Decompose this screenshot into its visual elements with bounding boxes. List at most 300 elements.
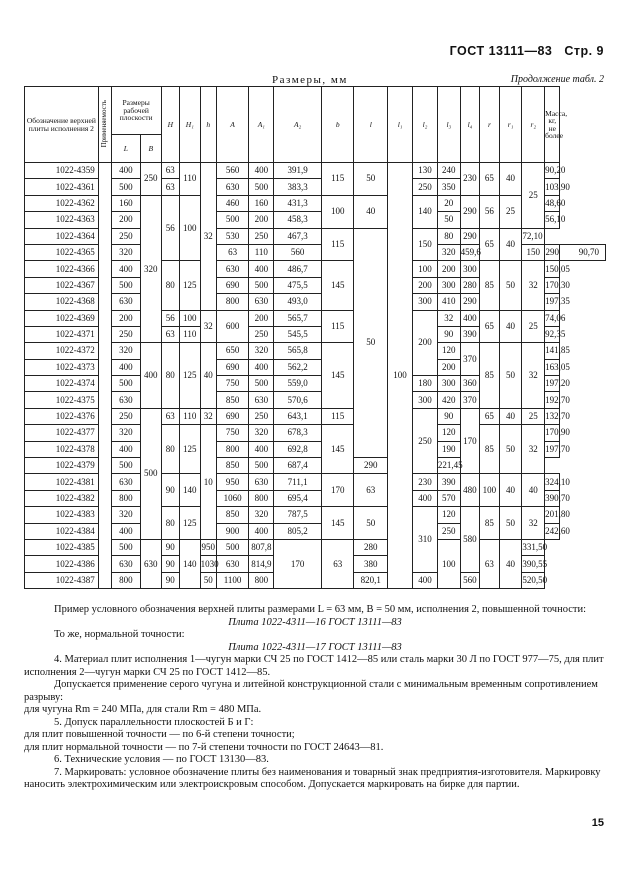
cell-L: 400	[111, 441, 140, 457]
cell-H1: 110	[180, 408, 201, 424]
cell-mass: 141,85	[545, 343, 560, 359]
cell-H: 63	[161, 179, 179, 195]
cell-A1: 500	[249, 458, 274, 474]
cell-mass: 192,70	[545, 392, 560, 408]
cell-H: 90	[161, 474, 179, 507]
cell-A: 650	[216, 343, 249, 359]
cell-l3: 240	[437, 163, 460, 179]
cell-H1: 100	[180, 310, 201, 326]
clause-4-allowance: Допускается применение серого чугуна и литейной конструкционной стали с минимальным временным сопротивлением разрыву:	[24, 679, 598, 703]
cell-A: 950	[200, 539, 216, 555]
cell-b: 145	[321, 343, 354, 409]
cell-A1: 800	[249, 572, 274, 588]
cell-l2: 300	[413, 294, 438, 310]
cell-A2: 807,8	[249, 539, 274, 555]
cell-l4: 360	[460, 376, 480, 392]
cell-H: 90	[161, 539, 179, 555]
cell-L: 320	[111, 244, 140, 260]
cell-l3: 250	[437, 523, 460, 539]
cell-l2: 130	[413, 163, 438, 179]
cell-r2: 25	[522, 408, 545, 424]
cell-r2: 32	[522, 507, 545, 540]
cell-A1: 500	[216, 539, 249, 555]
cell-l2: 140	[413, 195, 438, 228]
col-L: L	[111, 135, 140, 163]
clause-4-values: для чугуна Rm = 240 МПа, для стали Rm = 480 МПа.	[24, 704, 262, 715]
cell-A: 900	[216, 523, 249, 539]
cell-A1: 500	[249, 376, 274, 392]
cell-l4: 290	[460, 228, 480, 244]
cell-r: 85	[480, 507, 500, 540]
cell-A: 1060	[216, 490, 249, 506]
cell-r: 100	[437, 539, 460, 588]
cell-l2: 100	[413, 261, 438, 277]
same-normal-accuracy: То же, нормальной точности:	[54, 629, 185, 640]
table-continuation: Продолжение табл. 2	[510, 74, 604, 85]
cell-l2: 180	[413, 376, 438, 392]
cell-H1: 110	[249, 244, 274, 260]
cell-l4: 370	[460, 392, 480, 408]
col-work-size: Размеры рабочей плоскости	[111, 87, 161, 135]
cell-l3: 90	[437, 408, 460, 424]
cell-L: 630	[111, 294, 140, 310]
cell-L: 320	[111, 507, 140, 523]
cell-H1: 125	[180, 425, 201, 474]
cell-A1: 160	[249, 195, 274, 211]
cell-A2: 391,9	[274, 163, 322, 179]
cell-designation: 1022-4381	[25, 474, 99, 490]
col-l3: l₃	[437, 87, 460, 163]
cell-designation: 1022-4379	[25, 458, 99, 474]
cell-H1: 140	[180, 474, 201, 507]
cell-H: 63	[161, 408, 179, 424]
cell-A1: 500	[249, 277, 274, 293]
cell-r1: 40	[499, 474, 522, 507]
cell-l3: 570	[437, 490, 460, 506]
cell-mass: 197,70	[545, 441, 560, 457]
cell-A1: 320	[437, 244, 460, 260]
cell-l2: 230	[413, 474, 438, 490]
cell-L: 500	[111, 376, 140, 392]
cell-A2: 559,0	[274, 376, 322, 392]
cell-l3: 200	[437, 261, 460, 277]
cell-designation: 1022-4387	[25, 572, 99, 588]
cell-A1: 200	[249, 310, 274, 326]
example-paragraph: Пример условного обозначения верхней плиты размерами L = 63 мм, B = 50 мм, исполнения 2, повышенной точности:	[54, 604, 587, 615]
col-b: b	[321, 87, 354, 163]
cell-l4: 290	[460, 294, 480, 310]
cell-r1: 40	[499, 408, 522, 424]
cell-H: 80	[161, 343, 179, 409]
cell-A: 800	[216, 441, 249, 457]
col-A1: A₁	[249, 87, 274, 163]
cell-H1: 125	[180, 507, 201, 540]
cell-l2: 310	[413, 507, 438, 573]
cell-H1: 100	[180, 195, 201, 261]
cell-l4: 290	[545, 244, 560, 260]
cell-B: 630	[140, 539, 161, 588]
cell-A2: 695,4	[274, 490, 322, 506]
cell-L: 400	[111, 163, 140, 179]
applicability-cell	[98, 163, 111, 589]
cell-designation: 1022-4362	[25, 195, 99, 211]
cell-A2: 493,0	[274, 294, 322, 310]
cell-mass: 242,60	[545, 523, 560, 539]
cell-A: 800	[216, 294, 249, 310]
cell-H: 80	[161, 507, 179, 540]
cell-A: 530	[216, 228, 249, 244]
cell-A2: 814,9	[249, 556, 274, 572]
cell-l3: 560	[460, 572, 480, 588]
cell-r2: 32	[522, 261, 545, 310]
cell-r1: 50	[499, 343, 522, 409]
cell-A2: 687,4	[274, 458, 322, 474]
cell-A: 560	[274, 244, 322, 260]
cell-l4: 580	[460, 507, 480, 573]
cell-l2: 150	[413, 228, 438, 261]
cell-h: 10	[200, 425, 216, 540]
col-r2: r₂	[522, 87, 545, 163]
cell-l3: 80	[437, 228, 460, 244]
cell-H1: 110	[180, 326, 201, 342]
cell-b: 145	[321, 425, 354, 474]
cell-l3: 290	[354, 458, 388, 474]
cell-r1: 40	[499, 163, 522, 196]
cell-l: 63	[321, 539, 354, 588]
cell-A1: 630	[249, 294, 274, 310]
cell-A1: 320	[249, 343, 274, 359]
cell-A2: 692,8	[274, 441, 322, 457]
cell-l3: 300	[437, 376, 460, 392]
cell-r: 100	[480, 474, 500, 507]
cell-l4: 480	[460, 474, 480, 507]
cell-L: 400	[111, 359, 140, 375]
cell-H1: 110	[180, 163, 201, 196]
cell-A2: 565,8	[274, 343, 322, 359]
cell-A1: 400	[249, 261, 274, 277]
cell-A: 630	[216, 179, 249, 195]
cell-L: 320	[111, 425, 140, 441]
cell-H1: 125	[180, 261, 201, 310]
cell-L: 630	[111, 474, 140, 490]
cell-l3: 150	[522, 244, 545, 260]
table-units: Размеры, мм	[272, 74, 348, 86]
cell-A: 950	[216, 474, 249, 490]
cell-H: 80	[161, 425, 179, 474]
cell-l2: 200	[413, 310, 438, 376]
cell-designation: 1022-4363	[25, 212, 99, 228]
col-mass: Масса, кг, не более	[545, 87, 560, 163]
cell-A1: 400	[249, 441, 274, 457]
gost-title: ГОСТ 13111—83	[449, 44, 553, 58]
cell-A1: 320	[249, 425, 274, 441]
cell-L: 250	[111, 408, 140, 424]
cell-L: 800	[111, 490, 140, 506]
cell-mass: 331,50	[522, 539, 545, 555]
cell-A1: 500	[249, 179, 274, 195]
cell-r2: 25	[522, 310, 545, 343]
cell-L: 400	[111, 523, 140, 539]
cell-mass: 92,35	[545, 326, 560, 342]
cell-H: 63	[216, 244, 249, 260]
cell-r1: 50	[499, 507, 522, 540]
cell-l2: 400	[413, 572, 438, 588]
cell-mass: 72,10	[522, 228, 545, 244]
cell-l: 63	[354, 474, 388, 507]
cell-L: 500	[111, 179, 140, 195]
cell-designation: 1022-4372	[25, 343, 99, 359]
cell-l3: 280	[354, 539, 388, 555]
cell-designation: 1022-4371	[25, 326, 99, 342]
cell-A2: 805,2	[274, 523, 322, 539]
col-A: A	[216, 87, 249, 163]
cell-l3: 350	[437, 179, 460, 195]
cell-h: 32	[200, 408, 216, 424]
cell-l4: 230	[460, 163, 480, 196]
cell-A1: 320	[249, 507, 274, 523]
cell-A: 750	[216, 425, 249, 441]
cell-designation: 1022-4369	[25, 310, 99, 326]
cell-b: 115	[321, 163, 354, 196]
cell-A1: 400	[249, 163, 274, 179]
cell-r: 65	[480, 310, 500, 343]
col-H: H	[161, 87, 179, 163]
col-l2: l₂	[413, 87, 438, 163]
col-applicability: Применяемость	[98, 87, 111, 163]
cell-A1: 630	[249, 474, 274, 490]
cell-A2: 678,3	[274, 425, 322, 441]
cell-H1: 140	[180, 539, 201, 588]
cell-l4: 290	[460, 195, 480, 228]
page-label: Стр. 9	[564, 44, 604, 58]
cell-A1: 800	[249, 490, 274, 506]
cell-A: 1100	[216, 572, 249, 588]
cell-r1: 50	[499, 425, 522, 474]
cell-designation: 1022-4359	[25, 163, 99, 179]
cell-l3: 120	[437, 343, 460, 359]
cell-A2: 562,2	[274, 359, 322, 375]
cell-r2: 32	[522, 425, 545, 474]
cell-r1: 25	[499, 195, 522, 228]
cell-l3: 120	[437, 425, 460, 441]
cell-l2: 300	[413, 392, 438, 408]
col-r1: r₁	[499, 87, 522, 163]
cell-mass: 163,05	[545, 359, 560, 375]
cell-A: 630	[216, 261, 249, 277]
cell-H: 63	[161, 326, 179, 342]
cell-l4: 280	[460, 277, 480, 293]
cell-r: 65	[480, 228, 500, 261]
cell-designation: 1022-4375	[25, 392, 99, 408]
cell-l3: 90	[437, 326, 460, 342]
cell-designation: 1022-4366	[25, 261, 99, 277]
cell-H: 90	[161, 556, 179, 572]
cell-A2: 458,3	[274, 212, 322, 228]
cell-r: 85	[480, 425, 500, 474]
col-B: B	[140, 135, 161, 163]
cell-A: 850	[216, 507, 249, 523]
cell-A: 690	[216, 408, 249, 424]
cell-l2: 400	[413, 490, 438, 506]
cell-r: 65	[480, 408, 500, 424]
cell-L: 320	[111, 343, 140, 359]
cell-A1: 250	[249, 408, 274, 424]
cell-A1: 250	[249, 228, 274, 244]
cell-A2: 383,3	[274, 179, 322, 195]
cell-A: 850	[216, 458, 249, 474]
page-header	[450, 44, 604, 58]
cell-A2: 545,5	[274, 326, 322, 342]
cell-designation: 1022-4373	[25, 359, 99, 375]
cell-L: 800	[111, 572, 140, 588]
cell-h: 40	[200, 343, 216, 409]
cell-B: 250	[140, 163, 161, 196]
clause-4: 4. Материал плит исполнения 1—чугун марки СЧ 25 по ГОСТ 1412—85 или сталь марки 30 Л по ГОСТ 977—75, для плит исполнения 2—чугун марки СЧ 25 по ГОСТ 1412—85.	[24, 654, 604, 678]
cell-designation: 1022-4364	[25, 228, 99, 244]
cell-L: 160	[111, 195, 140, 211]
cell-r1: 40	[499, 228, 522, 261]
cell-mass: 221,45	[437, 458, 460, 474]
cell-designation: 1022-4367	[25, 277, 99, 293]
cell-A2: 475,5	[274, 277, 322, 293]
cell-designation: 1022-4382	[25, 490, 99, 506]
body-text	[24, 604, 606, 792]
cell-l: 50	[354, 507, 388, 540]
cell-A1: 630	[216, 556, 249, 572]
cell-A: 690	[216, 359, 249, 375]
cell-A2: 711,1	[274, 474, 322, 490]
cell-l3: 200	[437, 359, 460, 375]
cell-designation: 1022-4386	[25, 556, 99, 572]
cell-L: 200	[111, 310, 140, 326]
cell-r1: 50	[499, 261, 522, 310]
cell-l4: 390	[460, 326, 480, 342]
cell-l4: 370	[460, 343, 480, 376]
cell-b: 100	[321, 195, 354, 228]
cell-designation: 1022-4383	[25, 507, 99, 523]
cell-r: 85	[480, 343, 500, 409]
cell-l2: 250	[413, 179, 438, 195]
page-number: 15	[591, 817, 604, 829]
cell-r: 65	[480, 163, 500, 196]
cell-L: 500	[111, 277, 140, 293]
cell-designation: 1022-4374	[25, 376, 99, 392]
cell-mass: 132,70	[545, 408, 560, 424]
col-h: h	[200, 87, 216, 163]
cell-mass: 48,60	[545, 195, 560, 211]
cell-designation: 1022-4361	[25, 179, 99, 195]
clause-5: 5. Допуск параллельности плоскостей Б и Г:	[54, 716, 254, 728]
cell-A: 600	[216, 310, 249, 343]
cell-l3: 120	[437, 507, 460, 523]
cell-L: 200	[111, 212, 140, 228]
cell-A2: 643,1	[274, 408, 322, 424]
cell-L: 630	[111, 556, 140, 572]
cell-r2: 32	[522, 343, 545, 409]
cell-mass: 520,50	[522, 572, 545, 588]
cell-A1: 250	[249, 326, 274, 342]
cell-l: 50	[354, 163, 388, 196]
cell-A1: 400	[249, 523, 274, 539]
cell-L: 400	[111, 261, 140, 277]
cell-B: 500	[140, 408, 161, 539]
cell-b: 170	[274, 539, 322, 588]
cell-designation: 1022-4365	[25, 244, 99, 260]
designation-example-2: Плита 1022-4311—17 ГОСТ 13111—83	[228, 641, 402, 653]
cell-L: 500	[111, 539, 140, 555]
cell-A2: 570,6	[274, 392, 322, 408]
cell-b: 115	[321, 408, 354, 424]
cell-h: 32	[200, 310, 216, 343]
cell-mass: 170,90	[545, 425, 560, 441]
cell-r: 85	[480, 261, 500, 310]
cell-b: 145	[321, 261, 354, 310]
cell-designation: 1022-4368	[25, 294, 99, 310]
cell-l3: 420	[437, 392, 460, 408]
cell-l1: 100	[388, 163, 413, 589]
cell-mass: 197,35	[545, 294, 560, 310]
col-l1: l₁	[388, 87, 413, 163]
clause-5-increased: для плит повышенной точности — по 6-й степени точности;	[24, 729, 295, 740]
cell-A2: 431,3	[274, 195, 322, 211]
col-designation: Обозначение верхней плиты исполнения 2	[25, 87, 99, 163]
cell-r2: 40	[522, 474, 545, 507]
cell-A2: 459,6	[460, 244, 480, 260]
cell-l4: 300	[460, 261, 480, 277]
cell-designation: 1022-4376	[25, 408, 99, 424]
cell-mass: 103,90	[545, 179, 560, 195]
cell-H: 56	[161, 195, 179, 261]
cell-L: 500	[111, 458, 140, 474]
cell-mass: 197,20	[545, 376, 560, 392]
cell-H: 56	[161, 310, 179, 326]
cell-mass: 74,06	[545, 310, 560, 326]
cell-l3: 300	[437, 277, 460, 293]
cell-l3: 50	[437, 212, 460, 228]
cell-H: 63	[161, 163, 179, 179]
col-l4: l₄	[460, 87, 480, 163]
clause-6: 6. Технические условия — по ГОСТ 13130—83.	[54, 754, 269, 765]
cell-A: 690	[216, 277, 249, 293]
cell-h: 50	[200, 572, 216, 588]
cell-l3: 410	[437, 294, 460, 310]
cell-A2: 787,5	[274, 507, 322, 523]
cell-l3: 20	[437, 195, 460, 211]
cell-A1: 200	[249, 212, 274, 228]
cell-A2: 486,7	[274, 261, 322, 277]
cell-mass: 90,70	[560, 244, 606, 260]
col-H1: H₁	[180, 87, 201, 163]
cell-l2: 250	[413, 408, 438, 474]
cell-A: 460	[216, 195, 249, 211]
clause-7: 7. Маркировать: условное обозначение плиты без наименования и товарный знак предприятия-изготовителя. Маркировку наносить электрохимическим или электроискровым способом. Допускается маркировать на бирке для партии.	[24, 766, 601, 790]
cell-b: 115	[321, 310, 354, 343]
cell-A2: 820,1	[354, 572, 388, 588]
cell-r1: 63	[480, 539, 500, 588]
cell-b: 115	[321, 228, 354, 261]
cell-designation: 1022-4385	[25, 539, 99, 555]
cell-b: 170	[321, 474, 354, 507]
clause-5-normal: для плит нормальной точности — по 7-й степени точности по ГОСТ 24643—81.	[24, 741, 384, 753]
cell-mass: 150,05	[545, 261, 560, 277]
cell-l2: 200	[413, 277, 438, 293]
cell-A: 560	[216, 163, 249, 179]
cell-l4: 400	[460, 310, 480, 326]
cell-A2: 467,3	[274, 228, 322, 244]
cell-A: 750	[216, 376, 249, 392]
cell-l: 40	[354, 195, 388, 228]
cell-designation: 1022-4377	[25, 425, 99, 441]
